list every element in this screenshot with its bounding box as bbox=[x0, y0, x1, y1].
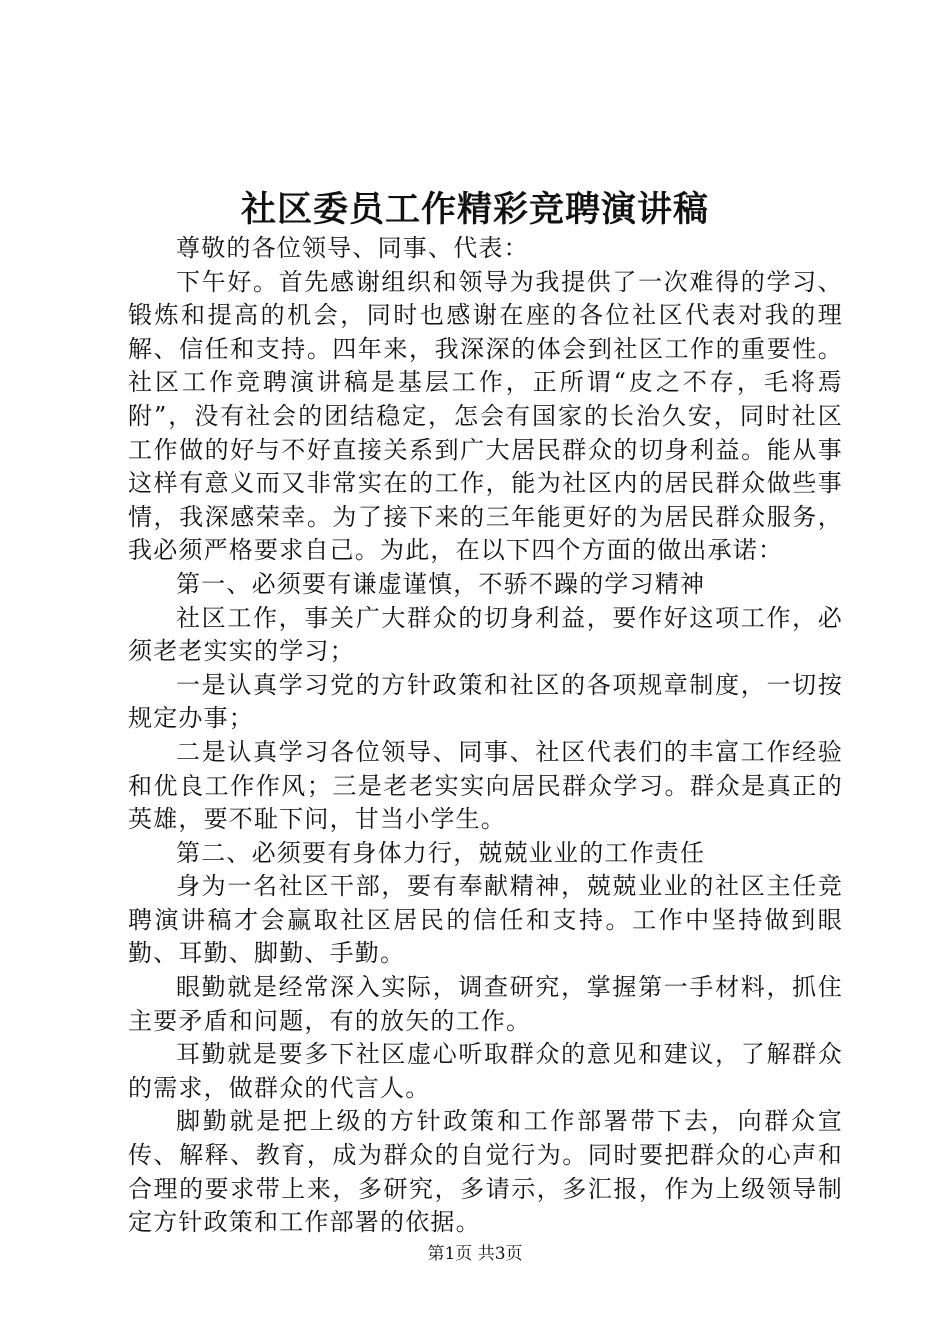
paragraph: 二是认真学习各位领导、同事、社区代表们的丰富工作经验和优良工作作风；三是老老实实向居民群众学习。群众是真正的英雄，要不耻下问，甘当小学生。 bbox=[128, 737, 843, 834]
paragraph: 脚勤就是把上级的方针政策和工作部署带下去，向群众宣传、解释、教育，成为群众的自觉行为。同时要把群众的心声和合理的要求带上来，多研究，多请示，多汇报，作为上级领导制定方针政策和工作部署的依据。 bbox=[128, 1107, 843, 1237]
paragraph-salutation: 尊敬的各位领导、同事、代表： bbox=[176, 234, 529, 262]
paragraph: 眼勤就是经常深入实际，调查研究，掌握第一手材料，抓住主要矛盾和问题，有的放矢的工作。 bbox=[128, 973, 843, 1035]
paragraph-heading-2: 第二、必须要有身体力行，兢兢业业的工作责任 bbox=[176, 838, 706, 867]
paragraph: 身为一名社区干部，要有奉献精神，兢兢业业的社区主任竞聘演讲稿才会赢取社区居民的信任和支持。工作中坚持做到眼勤、耳勤、脚勤、手勤。 bbox=[128, 872, 843, 968]
document-body bbox=[128, 232, 843, 1240]
document-title: 社区委员工作精彩竞聘演讲稿 bbox=[240, 189, 709, 230]
paragraph: 耳勤就是要多下社区虚心听取群众的意见和建议，了解群众的需求，做群众的代言人。 bbox=[128, 1040, 843, 1102]
paragraph: 社区工作，事关广大群众的切身利益，要作好这项工作，必须老老实实的学习； bbox=[128, 603, 843, 666]
paragraph-greeting: 下午好。首先感谢组织和领导为我提供了一次难得的学习、锻炼和提高的机会，同时也感谢在座的各位社区代表对我的理解、信任和支持。四年来，我深深的体会到社区工作的重要性。社区工作竞聘演讲稿是基层工作，正所谓“皮之不存，毛将焉附”，没有社会的团结稳定，怎会有国家的长治久安，同时社区工作做的好与不好直接关系到广大居民群众的切身利益。能从事这样有意义而又非常实在的工作，能为社区内的居民群众做些事情，我深感荣幸。为了接下来的三年能更好的为居民群众服务，我必须严格要求自己。为此，在以下四个方面的做出承诺： bbox=[128, 267, 843, 565]
page-footer: 第1页 共3页 bbox=[427, 1244, 523, 1264]
paragraph-heading-1: 第一、必须要有谦虚谨慎，不骄不躁的学习精神 bbox=[176, 569, 706, 598]
paragraph: 一是认真学习党的方针政策和社区的各项规章制度，一切按规定办事； bbox=[128, 670, 843, 733]
